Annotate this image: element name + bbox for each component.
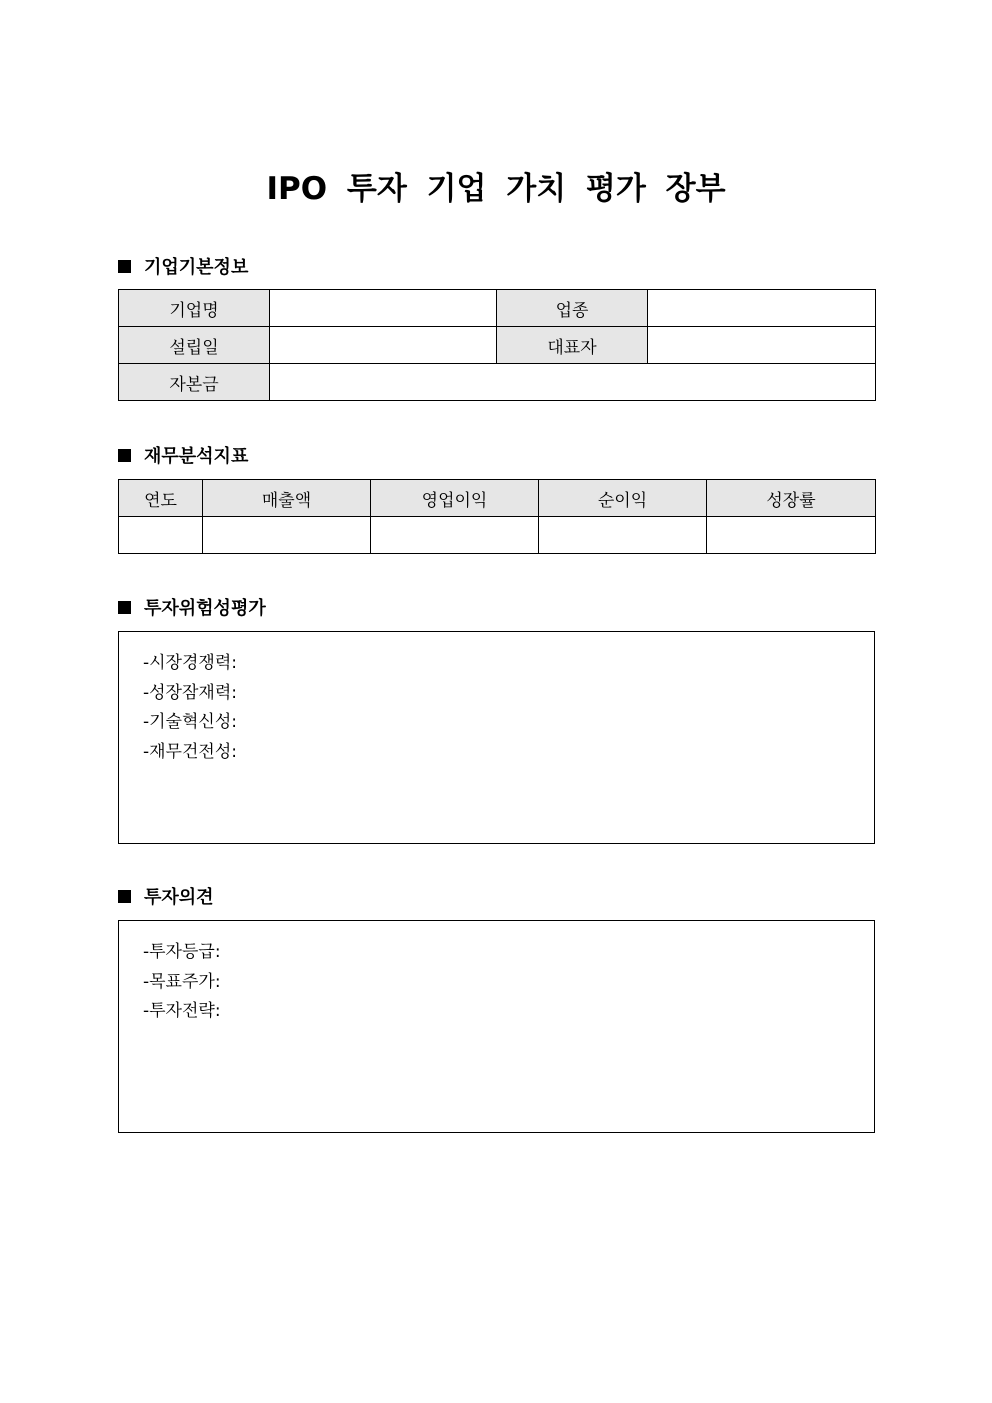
section-title: 투자의견 xyxy=(144,887,214,908)
revenue-cell[interactable] xyxy=(203,517,371,554)
table-row xyxy=(119,517,876,554)
square-bullet-icon xyxy=(118,890,131,903)
industry-field[interactable] xyxy=(648,290,876,327)
industry-label: 업종 xyxy=(497,290,648,327)
table-header-row xyxy=(119,480,876,517)
section-title: 투자위험성평가 xyxy=(144,598,266,619)
growth-rate-cell[interactable] xyxy=(707,517,876,554)
column-header-growth-rate: 성장률 xyxy=(707,480,876,517)
investment-opinion-box[interactable] xyxy=(118,920,875,1133)
target-price-line: -목표주가: xyxy=(143,971,221,992)
investment-strategy-line: -투자전략: xyxy=(143,1001,221,1021)
established-date-label: 설립일 xyxy=(119,327,270,364)
net-income-cell[interactable] xyxy=(539,517,707,554)
basic-info-table xyxy=(118,289,876,401)
section-heading-opinion xyxy=(118,883,214,909)
table-row xyxy=(119,327,876,364)
year-cell[interactable] xyxy=(119,517,203,554)
ceo-label: 대표자 xyxy=(497,327,648,364)
square-bullet-icon xyxy=(118,449,131,462)
column-header-operating-profit: 영업이익 xyxy=(371,480,539,517)
column-header-net-income: 순이익 xyxy=(539,480,707,517)
financial-table xyxy=(118,479,876,554)
growth-potential-line: -성장잠재력: xyxy=(143,682,237,703)
tech-innovation-line: -기술혁신성: xyxy=(143,712,237,732)
financial-soundness-line: -재무건전성: xyxy=(143,741,237,762)
investment-grade-line: -투자등급: xyxy=(143,942,221,962)
section-title: 재무분석지표 xyxy=(144,446,249,467)
page-title: IPO 투자 기업 가치 평가 장부 xyxy=(266,171,726,207)
capital-field[interactable] xyxy=(270,364,876,401)
capital-label: 자본금 xyxy=(119,364,270,401)
table-row xyxy=(119,290,876,327)
company-name-field[interactable] xyxy=(270,290,497,327)
company-name-label: 기업명 xyxy=(119,290,270,327)
ceo-field[interactable] xyxy=(648,327,876,364)
section-title: 기업기본정보 xyxy=(144,257,249,278)
market-competitiveness-line: -시장경쟁력: xyxy=(143,653,237,673)
column-header-revenue: 매출액 xyxy=(203,480,371,517)
square-bullet-icon xyxy=(118,601,131,614)
section-heading-basic-info xyxy=(118,253,248,279)
column-header-year: 연도 xyxy=(119,480,203,517)
section-heading-financial xyxy=(118,442,248,468)
risk-assessment-box[interactable] xyxy=(118,631,875,844)
section-heading-risk xyxy=(118,594,266,620)
established-date-field[interactable] xyxy=(270,327,497,364)
table-row xyxy=(119,364,876,401)
square-bullet-icon xyxy=(118,260,131,273)
operating-profit-cell[interactable] xyxy=(371,517,539,554)
